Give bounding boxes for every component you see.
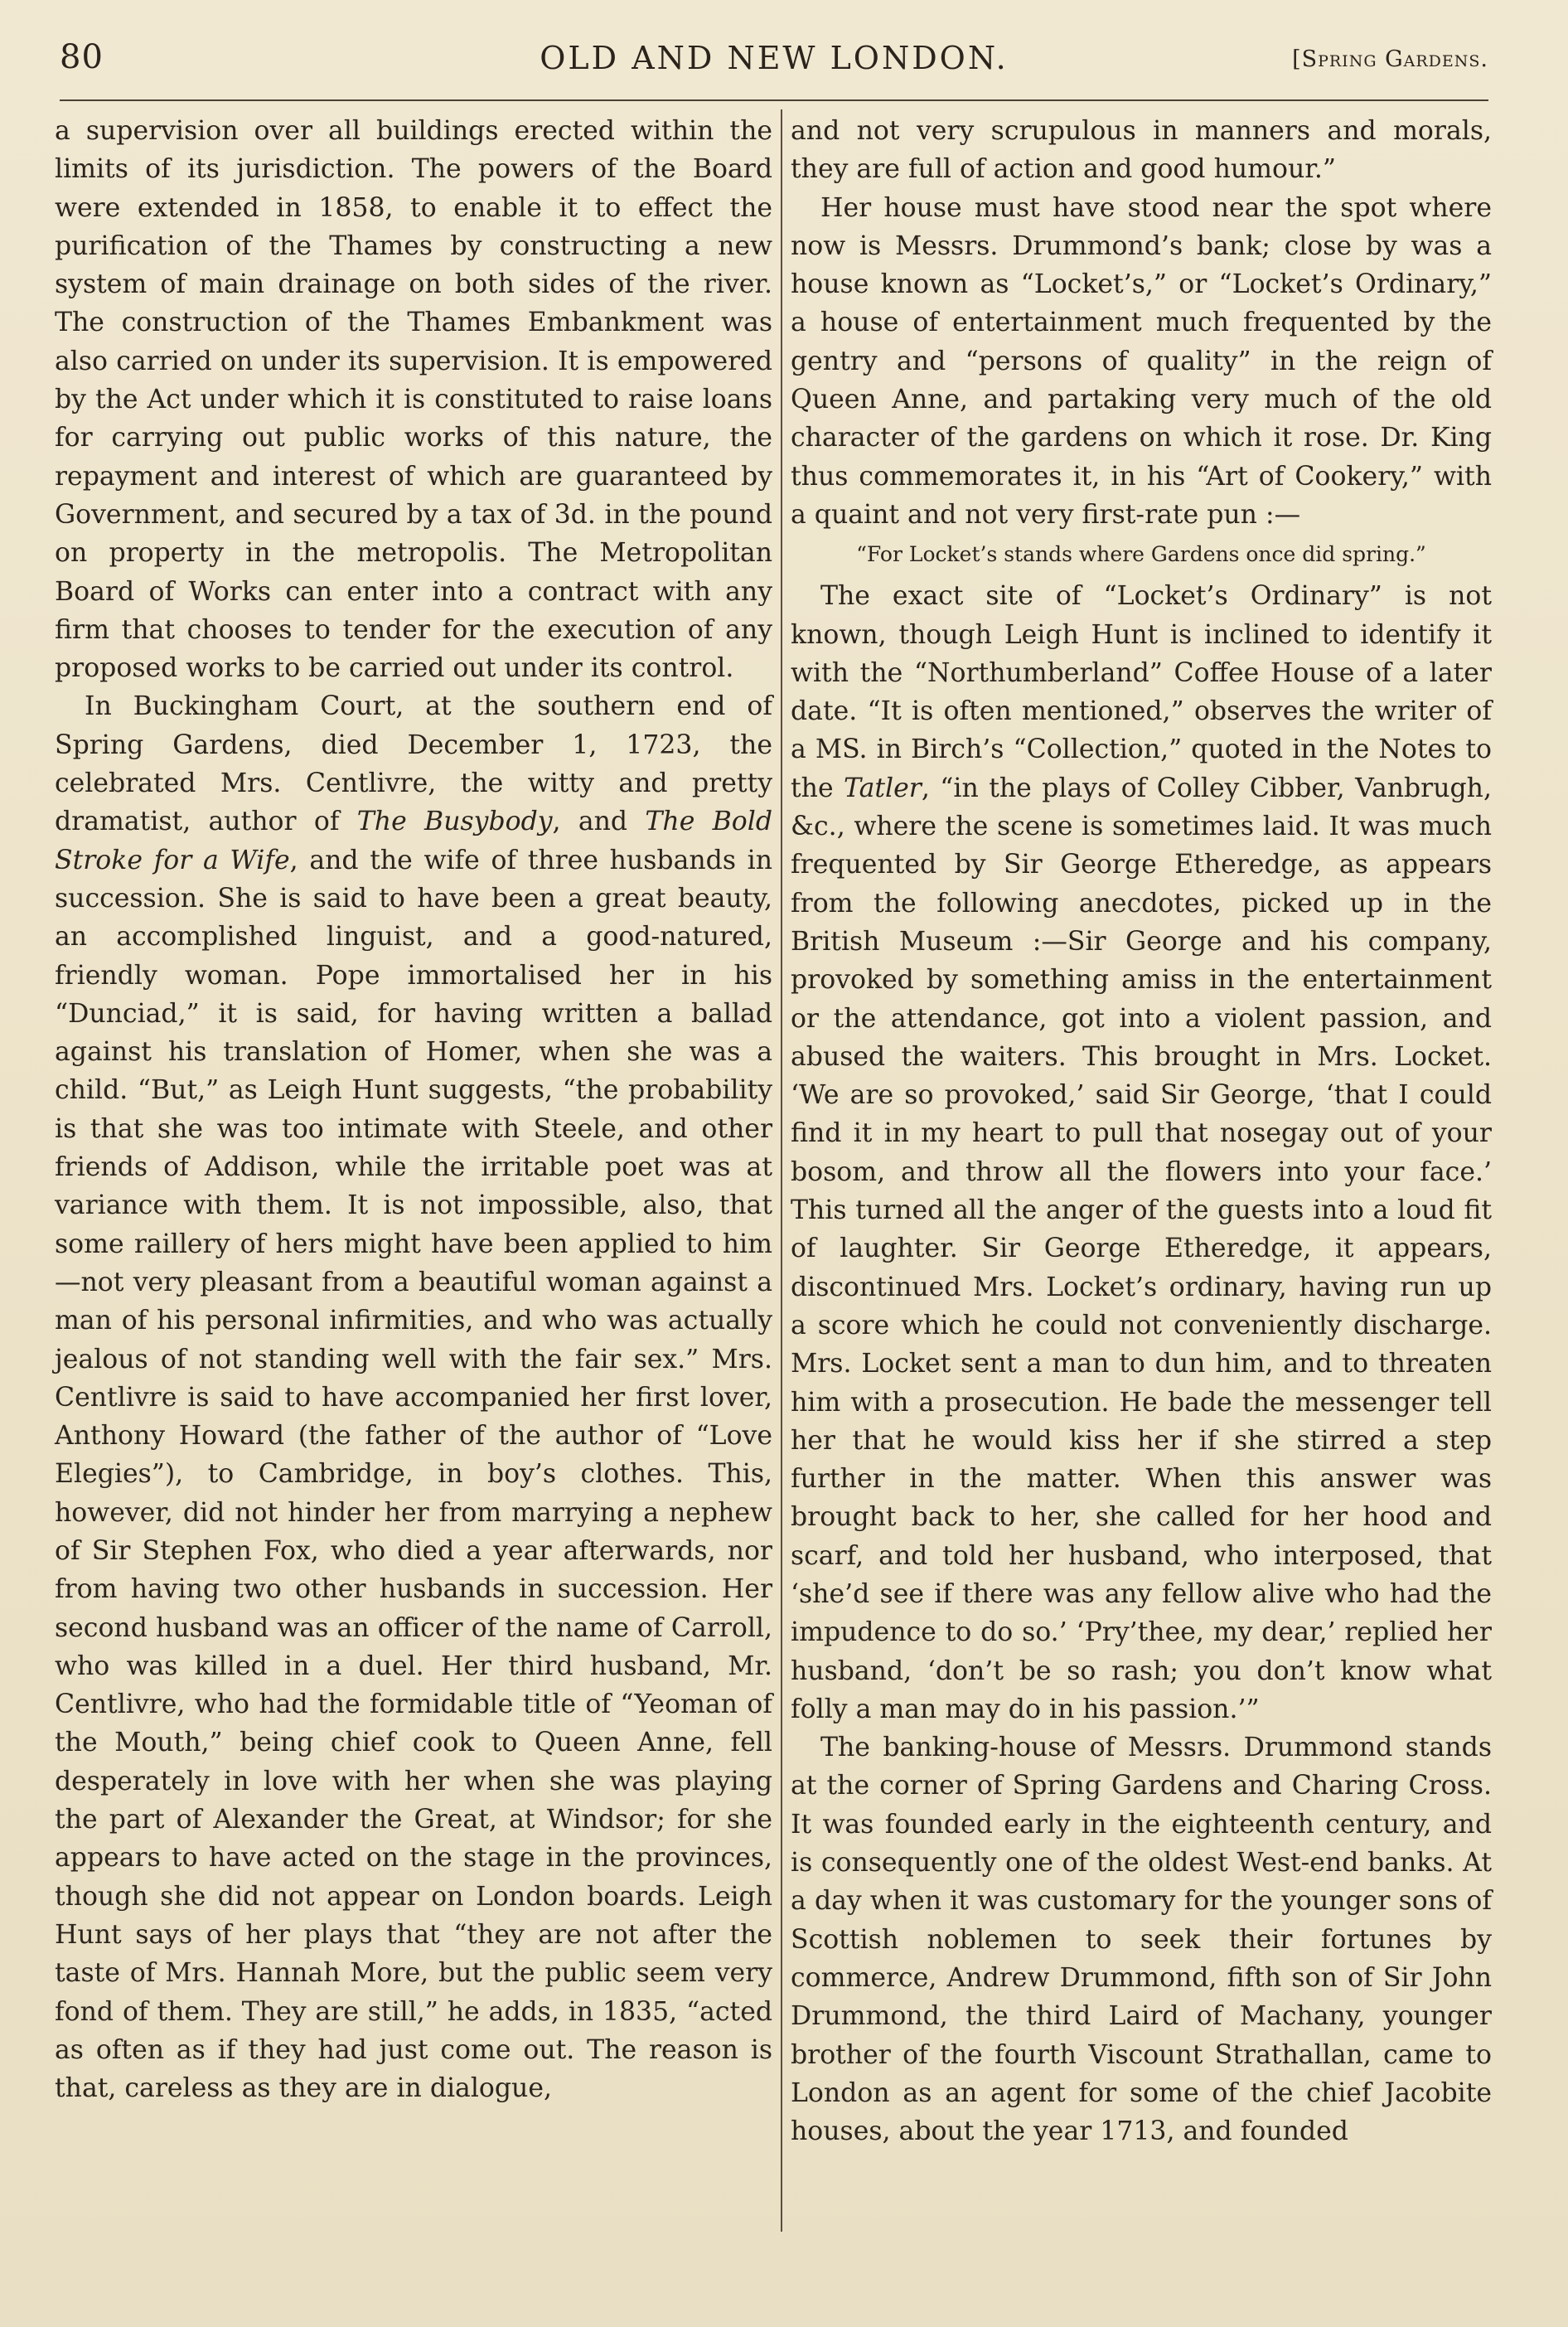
- verse-quote: “For Locket’s stands where Gardens once did spring.”: [856, 542, 1426, 567]
- work-title: The Bold Stroke for a Wife: [55, 807, 772, 875]
- text-run: In Buckingham Court, at the southern end of Spring Gardens, died December 1, 1723, the celebrated Mrs. Centlivre, the witty and pretty dramatist, author of: [55, 691, 772, 837]
- paragraph: The banking-house of Messrs. Drummond stands at the corner of Spring Gardens and Charing Cross. It was founded early in the eighteenth century, and is consequently one of the oldest West-end banks. At a day when it was customary for the younger sons of Scottish noblemen to seek their fortunes by commerce, Andrew Drummond, fifth son of Sir John Drummond, the third Laird of Machany, younger brother of the fourth Viscount Strathallan, came to London as an agent for some of the chief Jacobite houses, about the year 1713, and founded: [791, 1733, 1492, 2147]
- page-header: [60, 33, 1488, 83]
- left-column: [55, 112, 772, 2107]
- paragraph: a supervision over all buildings erected within the limits of its jurisdiction. The powers of the Board were extended in 1858, to enable it to effect the purification of the Thames by constructing a new system of main drainage on both sides of the river. The construction of the Thames Embankment was also carried on under its supervision. It is empowered by the Act under which it is constituted to raise loans for carrying out public works of this nature, the repayment and interest of which are guaranteed by Government, and secured by a tax of 3d. in the pound on property in the metropolis. The Metropolitan Board of Works can enter into a contract with any firm that chooses to tender for the execution of any proposed works to be carried out under its control.: [55, 116, 772, 684]
- text-run: , and the wife of three husbands in succession. She is said to have been a great beauty, an accomplished linguist, and a good-natured, friendly woman. Pope immortalised her in his “Dunciad,” it is said, for having written a ballad against his translation of Homer, when she was a child. “But,” as Leigh Hunt suggests, “the probability is that she was too intimate with Steele, and other friends of Addison, while the irritable poet was at variance with them. It is not impossible, also, that some raillery of hers might have been applied to him—not very pleasant from a beautiful woman against a man of his personal infirmities, and who was actually jealous of not standing well with the fair sex.” Mrs. Centlivre is said to have accompanied her first lover, Anthony Howard (the father of the author of “Love Elegies”), to Cambridge, in boy’s clothes. This, however, did not hinder her from marrying a nephew of Sir Stephen Fox, who died a year afterwards, nor from having two other husbands in succession. Her second husband was an officer of the name of Carroll, who was killed in a duel. Her third husband, Mr. Centlivre, who had the formidable title of “Yeoman of the Mouth,” being chief cook to Queen Anne, fell desperately in love with her when she was playing the part of Alexander the Great, at Windsor; for she appears to have acted on the stage in the provinces, though she did not appear on London boards. Leigh Hunt says of her plays that “they are not after the taste of Mrs. Hannah More, but the public seem very fond of them. They are still,” he adds, in 1835, “acted as often as if they had just come out. The reason is that, careless as they are in dialogue,: [55, 845, 773, 2104]
- header-rule: [60, 99, 1488, 101]
- section-tag: [Spring Gardens.: [1292, 46, 1488, 72]
- paragraph: [791, 577, 1492, 1728]
- text-run: , “in the plays of Colley Cibber, Vanbrugh, &c., where the scene is sometimes laid. It was much frequented by Sir George Etheredge, as appears from the following anecdotes, picked up in the British Museum :—Sir George and his company, provoked by something amiss in the entertainment or the attendance, got into a violent passion, and abused the waiters. This brought in Mrs. Locket. ‘We are so provoked,’ said Sir George, ‘that I could find it in my heart to pull that nosegay out of your bosom, and throw all the flowers into your face.’ This turned all the anger of the guests into a loud fit of laughter. Sir George Etheredge, it appears, discontinued Mrs. Locket’s ordinary, having run up a score which he could not conveniently discharge. Mrs. Locket sent a man to dun him, and to threaten him with a prosecution. He bade the messenger tell her that he would kiss her if she stirred a step further in the matter. When this answer was brought back to her, she called for her hood and scarf, and told her husband, who interposed, that ‘she’d see if there was any fellow alive who had the impudence to do so.’ ‘Pry’thee, my dear,’ replied her husband, ‘don’t be so rash; you don’t know what folly a man may do in his passion.’”: [791, 773, 1492, 1724]
- right-column: [791, 112, 1492, 2150]
- page-number: 80: [60, 38, 104, 76]
- paragraph: [55, 687, 772, 2107]
- work-title: Tatler: [844, 773, 922, 803]
- work-title: The Busybody: [356, 807, 553, 837]
- text-run: , and: [552, 807, 646, 837]
- paragraph: Her house must have stood near the spot where now is Messrs. Drummond’s bank; close by was a house known as “Locket’s,” or “Locket’s Ordinary,” a house of entertainment much frequented by the gentry and “persons of quality” in the reign of Queen Anne, and partaking very much of the old character of the gardens on which it rose. Dr. King thus commemorates it, in his “Art of Cookery,” with a quaint and not very first-rate pun :—: [791, 192, 1492, 530]
- text-run: The exact site of “Locket’s Ordinary” is not known, though Leigh Hunt is inclined to identify it with the “Northumberland” Coffee House of a later date. “It is often mentioned,” observes the writer of a MS. in Birch’s “Collection,” quoted in the Notes to the: [791, 581, 1492, 803]
- paragraph: and not very scrupulous in manners and morals, they are full of action and good humour.”: [791, 116, 1492, 185]
- column-divider: [781, 109, 782, 2232]
- running-title: OLD AND NEW LONDON.: [540, 40, 1009, 76]
